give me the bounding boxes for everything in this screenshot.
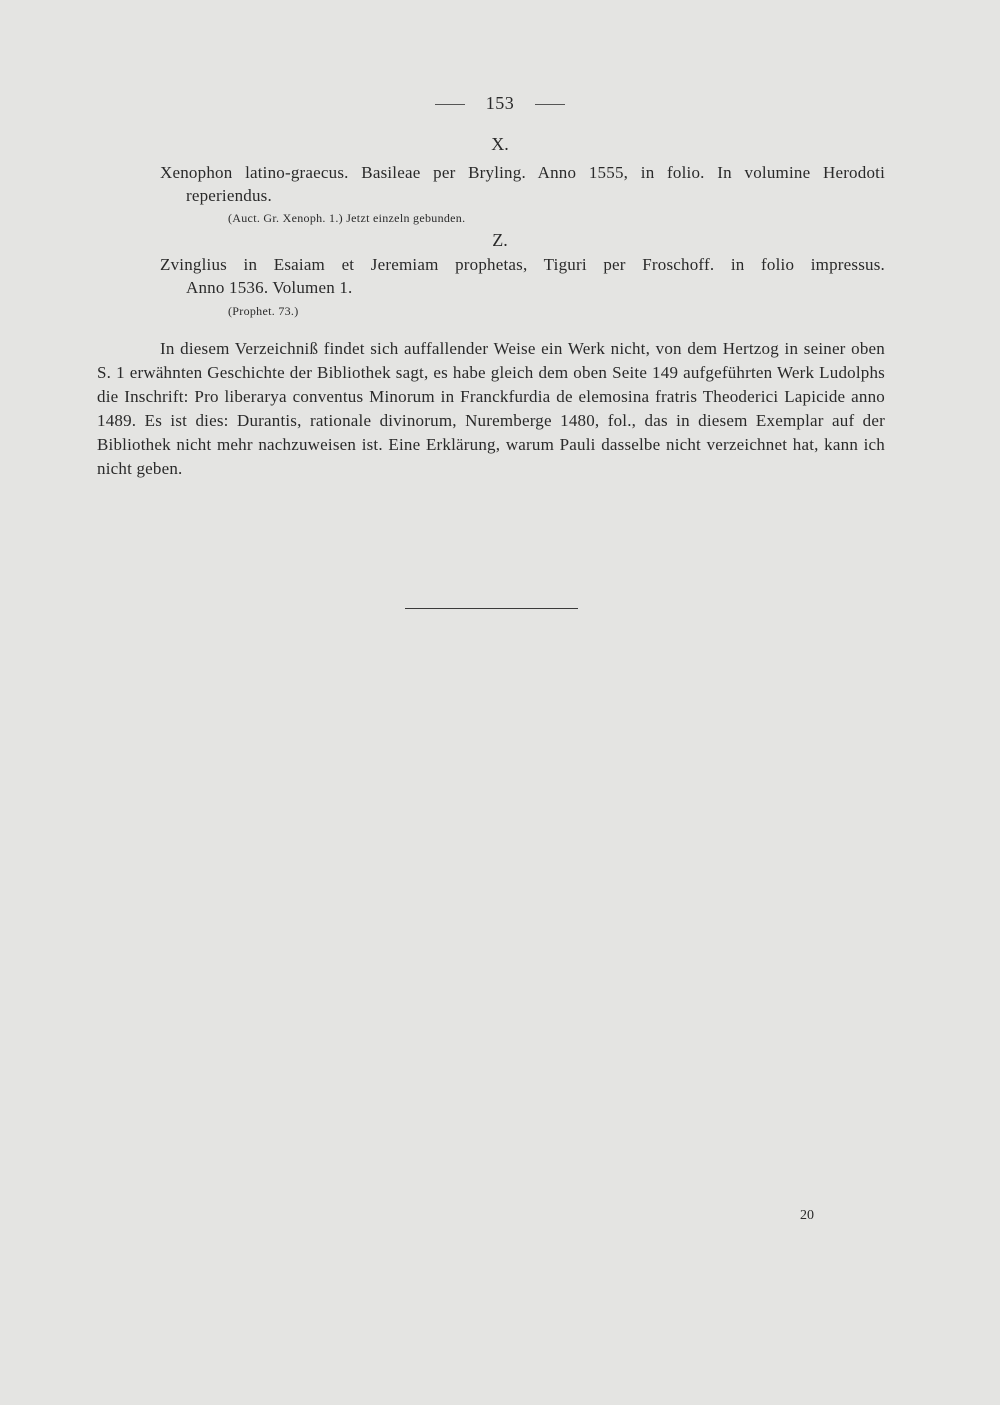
reference-zvinglius: (Prophet. 73.): [228, 304, 299, 318]
section-letter-x: X.: [491, 134, 509, 154]
page-number: 153: [485, 93, 515, 113]
entry-zvinglius-line1: Zvinglius in Esaiam et Jeremiam prophetas, Tiguri per Froschoff. in folio impressus.: [160, 255, 885, 274]
header-dash-left: [435, 104, 465, 105]
page-header: [0, 90, 1000, 116]
section-divider-rule: [405, 608, 578, 609]
header-dash-right: [535, 104, 565, 105]
entry-xenophon-line1: Xenophon latino-graecus. Basileae per Bryling. Anno 1555, in folio. In volumine Herodoti: [160, 163, 885, 182]
reference-xenophon: (Auct. Gr. Xenoph. 1.) Jetzt einzeln gebunden.: [228, 211, 466, 225]
closing-paragraph: In diesem Verzeichniß findet sich auffallender Weise ein Werk nicht, von dem Hertzog in seiner oben S. 1 erwähnten Geschichte der Bibliothek sagt, es habe gleich dem oben Seite 149 aufgeführten Werk Ludolphs die Inschrift: Pro liberarya conventus Minorum in Franckfurdia de elemosina fratris Theoderici Lapicide anno 1489. Es ist dies: Durantis, rationale divinorum, Nuremberge 1480, fol., das in diesem Exemplar auf der Bibliothek nicht mehr nachzuweisen ist. Eine Erklärung, warum Pauli dasselbe nicht verzeichnet hat, kann ich nicht geben.: [97, 339, 885, 478]
entry-zvinglius-line2: Anno 1536. Volumen 1.: [186, 278, 353, 297]
sheet-signature: 20: [800, 1208, 814, 1223]
section-letter-z: Z.: [492, 230, 508, 250]
entry-xenophon-line2: reperiendus.: [186, 186, 272, 205]
